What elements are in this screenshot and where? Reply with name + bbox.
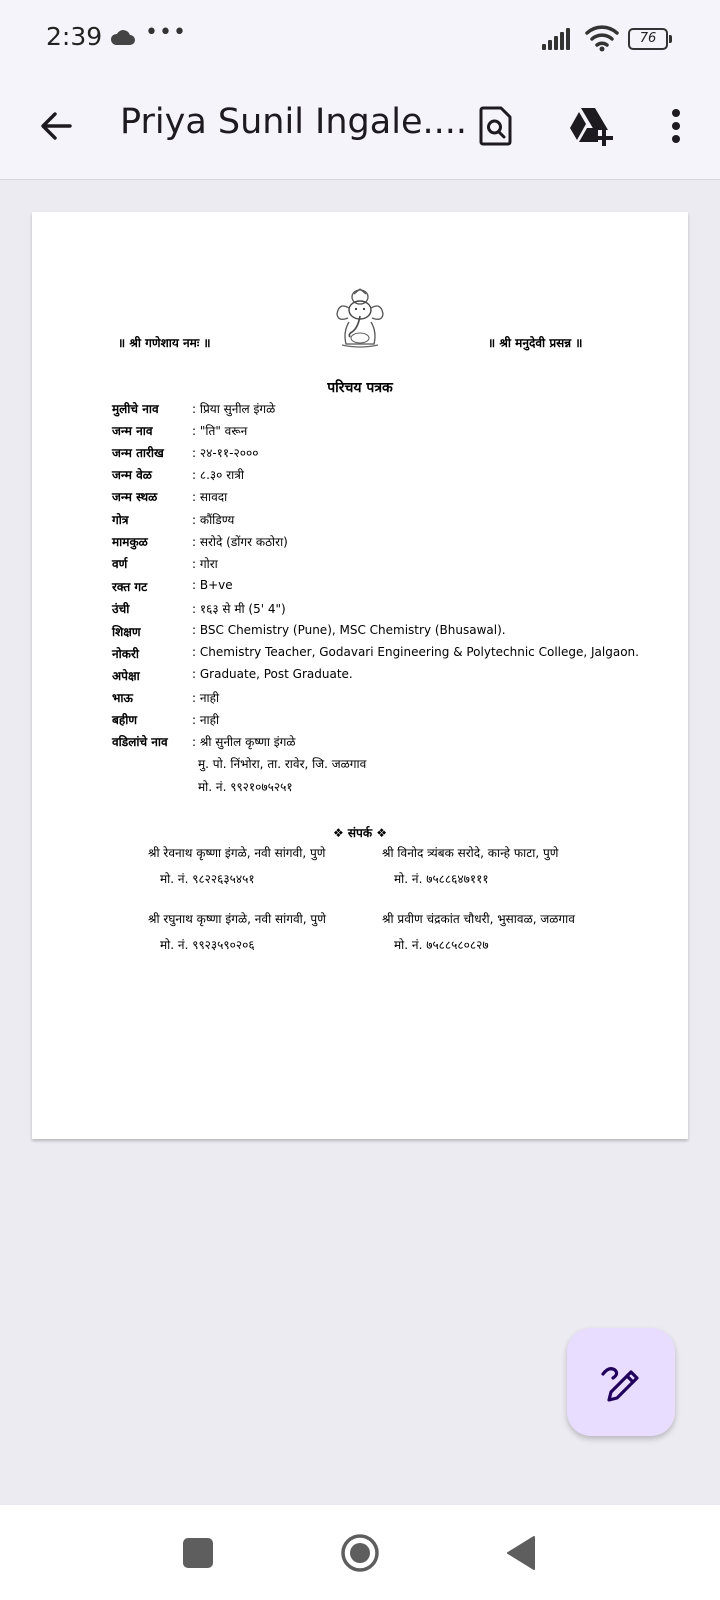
field-value: : B+ve [192,578,233,592]
field-label: अपेक्षा [112,669,140,683]
field-label: नोकरी [112,647,140,661]
invocation-right: ॥ श्री मनुदेवी प्रसन्न ॥ [488,336,583,350]
field-row-father-name [112,733,296,753]
ganesh-image [333,288,387,348]
field-row-sister [112,711,219,731]
status-bar [0,0,720,78]
field-label: जन्म स्थळ [112,490,158,504]
field-value: : "ति" वरून [192,424,248,438]
field-row-blood-group [112,578,233,598]
document-title: Priya Sunil Ingale.... [120,102,467,142]
field-value: : नाही [192,691,220,705]
field-value: : कौंडिण्य [192,513,235,527]
field-row-name [112,400,275,420]
field-label: मामकुळ [112,535,148,549]
more-vert-icon [671,108,681,144]
back-icon[interactable] [506,1535,536,1571]
cloud-icon [109,30,135,45]
battery-level: 76 [628,28,668,50]
field-value: : ८.३० रात्री [192,468,244,482]
field-value: : सावदा [192,490,228,504]
battery-icon [628,28,672,50]
contact-card [148,844,325,887]
field-row-expectation [112,667,353,687]
contact-heading: ❖ संपर्क ❖ [332,826,387,840]
contact-phone: मो. नं. ९८२२६३५४५१ [160,872,255,886]
field-value: : सरोदे (डोंगर कठोरा) [192,535,288,549]
field-label: शिक्षण [112,625,141,639]
field-value: : श्री सुनील कृष्णा इंगळे [192,735,296,749]
battery-tip [669,35,672,43]
add-to-drive-icon [568,106,614,146]
field-label: वडिलांचे नाव [112,735,168,749]
field-row-job [112,645,639,665]
contact-phone: मो. नं. ९९२३५९०२०६ [160,938,255,952]
add-to-drive-button[interactable] [565,100,617,152]
field-label: जन्म वेळ [112,468,152,482]
field-row-height [112,600,286,620]
field-label: वर्ण [112,557,128,571]
field-value: : Graduate, Post Graduate. [192,667,353,681]
field-row-education [112,623,506,643]
field-label: भाऊ [112,691,133,705]
field-row-birth-date [112,444,258,464]
app-bar [0,78,720,180]
contact-name: श्री रघुनाथ कृष्णा इंगळे, नवी सांगवी, पुणे [148,912,326,926]
field-value: : Chemistry Teacher, Godavari Engineering & Polytechnic College, Jalgaon. [192,645,639,659]
recents-icon[interactable] [183,1538,213,1568]
field-label: उंची [112,602,130,616]
invocation-left: ॥ श्री गणेशाय नमः ॥ [118,336,211,350]
find-in-page-icon [479,106,513,146]
field-row-birth-time [112,466,244,486]
field-value: : २४-११-२००० [192,446,259,460]
find-in-page-button[interactable] [470,100,522,152]
field-label: बहीण [112,713,138,727]
contact-card [148,910,326,953]
contact-phone: मो. नं. ७५८८६४७१११ [394,872,489,886]
field-label: जन्म तारीख [112,446,164,460]
field-label: रक्त गट [112,580,148,594]
contact-name: श्री प्रवीण चंद्रकांत चौधरी, भुसावळ, जळगाव [382,912,575,926]
contact-phone: मो. नं. ७५८८५८०८२७ [394,938,489,952]
field-value: : १६३ से मी (5' 4") [192,602,286,616]
field-value: : गोरा [192,557,218,571]
contact-name: श्री विनोद त्र्यंबक सरोदे, कान्हे फाटा, पुणे [382,846,559,860]
back-arrow-icon [38,108,74,144]
back-button[interactable] [30,100,82,152]
field-label: मुलीचे नाव [112,402,159,416]
field-row-mamkul [112,533,288,553]
field-value: : प्रिया सुनील इंगळे [192,402,276,416]
field-row-brother [112,689,219,709]
edit-pen-icon [599,1360,643,1404]
status-time: 2:39 [46,22,103,51]
father-address: मु. पो. निंभोरा, ता. रावेर, जि. जळगाव [198,757,367,771]
field-label: जन्म नाव [112,424,153,438]
field-row-gotra [112,511,234,531]
field-row-complexion [112,555,218,575]
field-label: गोत्र [112,513,129,527]
more-options-button[interactable] [650,100,702,152]
wifi-icon [585,24,619,52]
document-heading: परिचय पत्रक [327,380,393,396]
more-notifications-indicator: ••• [145,20,187,45]
edit-fab-button[interactable] [567,1328,675,1436]
contact-card [382,910,575,953]
home-icon[interactable] [340,1533,380,1573]
field-value: : BSC Chemistry (Pune), MSC Chemistry (Bhusawal). [192,623,506,637]
field-row-birth-name [112,422,247,442]
field-value: : नाही [192,713,220,727]
cellular-signal-icon [542,28,572,50]
system-nav-bar [0,1505,720,1600]
contact-card [382,844,559,887]
contact-name: श्री रेवनाथ कृष्णा इंगळे, नवी सांगवी, पुणे [148,846,326,860]
field-row-birth-place [112,488,227,508]
document-page[interactable] [32,212,688,1139]
father-phone: मो. नं. ९९२१०७५२५१ [198,780,293,794]
